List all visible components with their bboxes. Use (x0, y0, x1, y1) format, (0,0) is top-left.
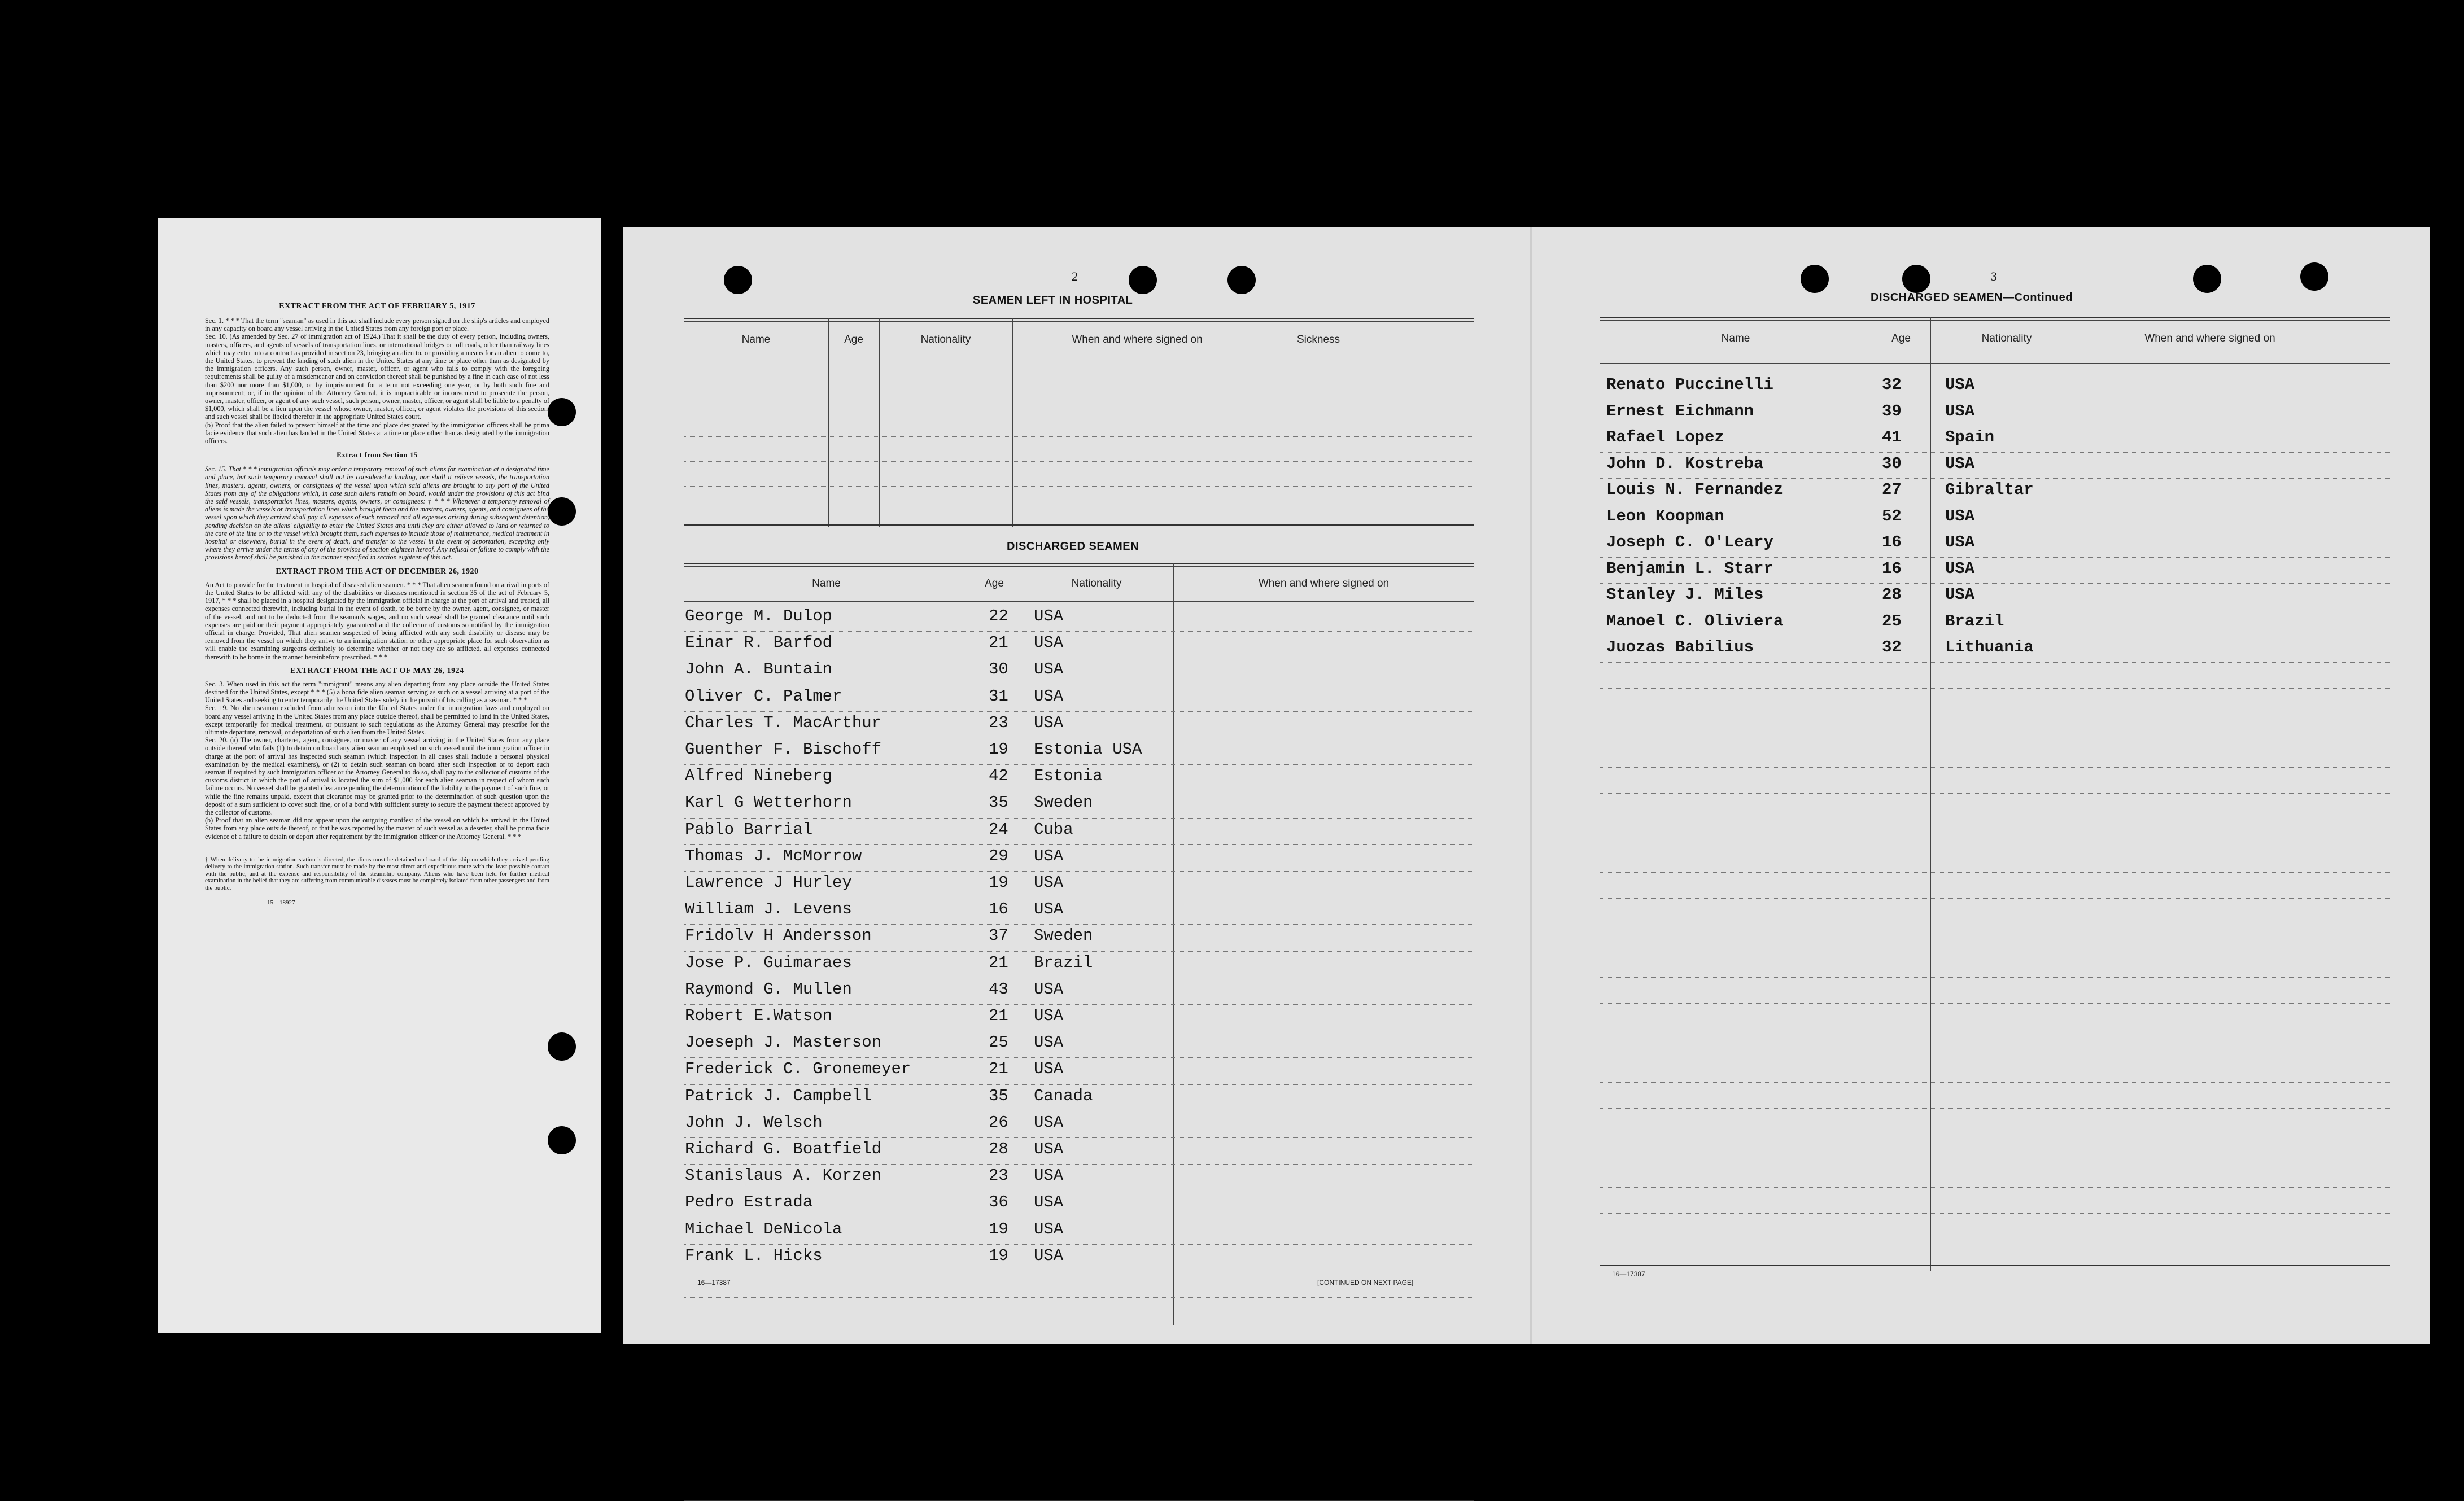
table-row (684, 1246, 1474, 1273)
seaman-age: 16 (1882, 533, 1902, 552)
seaman-age: 35 (989, 793, 1008, 812)
seaman-nationality: USA (1945, 585, 1975, 604)
table-row (684, 1087, 1474, 1113)
seaman-nationality: USA (1034, 1219, 1064, 1239)
seaman-age: 21 (989, 633, 1008, 653)
table-row (1600, 454, 2390, 481)
extract-title-1924: EXTRACT FROM THE ACT OF MAY 26, 1924 (290, 666, 464, 675)
seaman-age: 16 (1882, 559, 1902, 578)
section-3-text: Sec. 3. When used in this act the term "immigrant" means any alien departing from any place outside the United States destined for the United States, except * * * (5) a bona fide alien seaman serving as such on a vessel arriving at a port of the United States and seeking to enter temporarily the United States solely in the pursuit of his calling as a seaman. * * * (205, 680, 549, 704)
seaman-age: 21 (989, 1060, 1008, 1079)
seaman-age: 29 (989, 846, 1008, 865)
seaman-age: 16 (989, 900, 1008, 919)
table-row (1600, 480, 2390, 507)
seaman-nationality: USA (1034, 1113, 1064, 1132)
seaman-name: Pedro Estrada (685, 1193, 813, 1212)
table-row (684, 793, 1474, 820)
seaman-age: 32 (1882, 638, 1902, 657)
table-row (684, 1006, 1474, 1033)
seaman-name: Jose P. Guimaraes (685, 953, 852, 972)
form-code: 16—17387 (697, 1279, 731, 1286)
manifest-form-sheet (623, 227, 2430, 1344)
table-row (684, 1193, 1474, 1219)
table-row (684, 660, 1474, 686)
seaman-nationality: USA (1034, 1193, 1064, 1212)
seaman-nationality: Gibraltar (1945, 480, 2034, 499)
seaman-name: Michael DeNicola (685, 1219, 842, 1239)
seaman-age: 37 (989, 926, 1008, 946)
seaman-name: William J. Levens (685, 900, 852, 919)
seaman-age: 32 (1882, 375, 1902, 394)
seaman-age: 25 (989, 1033, 1008, 1052)
seaman-name: George M. Dulop (685, 607, 833, 625)
discharged-table (684, 563, 1474, 1325)
seaman-nationality: Lithuania (1945, 638, 2034, 657)
discharged-continued-title: DISCHARGED SEAMEN—Continued (1871, 291, 2073, 304)
seaman-age: 19 (989, 1246, 1008, 1265)
table-row (684, 820, 1474, 847)
table-row (684, 900, 1474, 926)
column-header-nationality: Nationality (1981, 332, 2032, 344)
punch-hole (2300, 262, 2328, 291)
seaman-name: Raymond G. Mullen (685, 979, 852, 999)
page-fold (1530, 227, 1532, 1344)
hospital-table (684, 318, 1474, 527)
table-row (1600, 428, 2390, 454)
seaman-nationality: Sweden (1034, 926, 1093, 946)
seaman-nationality: USA (1034, 1140, 1064, 1158)
continued-note: [CONTINUED ON NEXT PAGE] (1317, 1279, 1414, 1286)
seaman-nationality: USA (1034, 1033, 1064, 1052)
column-header-age: Age (844, 334, 863, 345)
section-20a-text: Sec. 20. (a) The owner, charterer, agent, consignee, or master of any vessel arriving in the United States from any place outside thereof who fails (1) to detain on board any alien seaman employed on such vessel until the immigration officer in charge at the port of arrival has inspected such seaman (which inspection in all cases shall include a personal physical examination by the medical examiners), or (2) to detain such seaman on board after such inspection or to deport such seaman if required by such immigration officer or the Attorney General to do so, shall pay to the collector of customs of the customs district in which the port of arrival is located the sum of $1,000 for each alien seaman in respect of whom such failure occurs. No vessel shall be granted clearance pending the determination of the liability to the payment of such fine, or while the fine remains unpaid, except that clearance may be granted prior to the determination of such question upon the deposit of a sum sufficient to cover such fine, or of a bond with sufficient surety to secure the payment thereof approved by the collector of customs. (205, 736, 549, 816)
footnote: † When delivery to the immigration station is directed, the aliens must be detained on board of the ship on which they arrived pending delivery to the immigration station. Such transfer must be made by the most direct and expeditious route with the least possible contact with the public, and at the expense and responsibility of the steamship company. Aliens who have been held for further medical examination in the belief that they are suffering from communicable diseases must be completely isolated from other passengers and from the public. (205, 856, 549, 891)
seaman-age: 27 (1882, 480, 1902, 499)
seaman-age: 43 (989, 979, 1008, 999)
seaman-age: 30 (1882, 454, 1902, 473)
row-rule (1600, 1108, 2390, 1109)
seaman-nationality: USA (1034, 713, 1064, 732)
seaman-name: Frank L. Hicks (685, 1246, 823, 1265)
table-row (1600, 612, 2390, 638)
section-1-text: Sec. 1. * * * That the term "seaman" as used in this act shall include every person signed on the ship's articles and employed in any capacity on board any vessel arriving in the United States from any foreign port or place. (205, 317, 549, 333)
row-rule (1600, 1082, 2390, 1083)
seaman-name: Joseph C. O'Leary (1606, 533, 1773, 552)
table-row (684, 1113, 1474, 1140)
seaman-name: Leon Koopman (1606, 506, 1724, 526)
extract-title-1920: EXTRACT FROM THE ACT OF DECEMBER 26, 1920 (276, 567, 479, 576)
row-rule (1600, 793, 2390, 794)
table-row (684, 607, 1474, 633)
column-header-when-where: When and where signed on (1258, 577, 1390, 589)
seaman-name: Ernest Eichmann (1606, 401, 1754, 421)
punch-hole (724, 266, 752, 294)
seaman-age: 42 (989, 767, 1008, 786)
table-row (684, 740, 1474, 767)
seaman-age: 28 (989, 1140, 1008, 1158)
table-row (684, 687, 1474, 714)
seaman-name: Stanley J. Miles (1606, 585, 1764, 604)
act-1920-text: An Act to provide for the treatment in hospital of diseased alien seamen. * * * That alien seamen found on arrival in ports of the United States to be afflicted with any of the disabilities or diseases mentioned in section 35 of the act of February 5, 1917, * * * shall be placed in a hospital designated by the immigration official in charge at the port of arrival and treated, all expenses connected therewith, including burial in the event of death, to be borne by the owner, agent, consignee, or master of the vessel, and not to be deducted from the seaman's wages, and no such vessel shall be granted clearance until such expenses are paid or their payment appropriately guaranteed and the collector of customs so notified by the immigration official in charge: Provided, That alien seamen suspected of being afflicted with any such disability or disease may be removed from the vessel on which they arrive to an immigration station or other appropriate place for such observation as will enable the examining surgeons definitely to determine whether or not they are so afflicted, all expenses connected therewith to be borne in the manner hereinbefore prescribed. * * * (205, 580, 549, 661)
discharged-section-title: DISCHARGED SEAMEN (1007, 540, 1139, 553)
seaman-name: Rafael Lopez (1606, 428, 1724, 447)
seaman-age: 21 (989, 953, 1008, 972)
seaman-nationality: Estonia (1034, 767, 1103, 786)
seaman-age: 23 (989, 1166, 1008, 1185)
seaman-nationality: Brazil (1945, 611, 2004, 631)
table-row (684, 847, 1474, 873)
extract-sheet (158, 218, 601, 1333)
seaman-nationality: USA (1034, 1246, 1064, 1265)
row-rule (684, 1297, 1474, 1298)
seaman-name: Stanislaus A. Korzen (685, 1166, 882, 1185)
row-rule (1600, 688, 2390, 689)
seaman-age: 30 (989, 660, 1008, 679)
seaman-name: Benjamin L. Starr (1606, 559, 1773, 578)
table-row (684, 633, 1474, 660)
punch-hole (548, 1126, 576, 1154)
seaman-age: 35 (989, 1086, 1008, 1105)
table-row (684, 873, 1474, 900)
page-number: 3 (1991, 269, 1997, 283)
table-row (684, 1033, 1474, 1060)
seaman-age: 28 (1882, 585, 1902, 604)
table-row (684, 926, 1474, 953)
punch-hole (1227, 266, 1256, 294)
table-row (1600, 533, 2390, 559)
table-row (1600, 375, 2390, 402)
table-row (1600, 507, 2390, 533)
column-header-age: Age (985, 577, 1004, 589)
seaman-nationality: Canada (1034, 1086, 1093, 1105)
seaman-nationality: USA (1034, 1166, 1064, 1185)
table-row (684, 1140, 1474, 1166)
row-rule (1600, 1187, 2390, 1188)
row-rule (1600, 1213, 2390, 1214)
seaman-name: Karl G Wetterhorn (685, 793, 852, 812)
seaman-name: Joeseph J. Masterson (685, 1033, 882, 1052)
hospital-section-title: SEAMEN LEFT IN HOSPITAL (973, 294, 1133, 307)
seaman-name: John D. Kostreba (1606, 454, 1764, 473)
punch-hole (1902, 265, 1930, 293)
seaman-name: Frederick C. Gronemeyer (685, 1060, 911, 1079)
row-rule (1600, 977, 2390, 978)
seaman-nationality: USA (1945, 506, 1975, 526)
table-row (684, 1060, 1474, 1086)
seaman-nationality: USA (1945, 559, 1975, 578)
seaman-nationality: Sweden (1034, 793, 1093, 812)
column-header-when-where: When and where signed on (2144, 332, 2275, 344)
seaman-name: John J. Welsch (685, 1113, 823, 1132)
seaman-nationality: USA (1945, 454, 1975, 473)
seaman-age: 39 (1882, 401, 1902, 421)
column-header-nationality: Nationality (1071, 577, 1122, 589)
seaman-age: 19 (989, 740, 1008, 759)
seaman-name: Oliver C. Palmer (685, 686, 842, 706)
column-header-name: Name (1721, 332, 1750, 344)
seaman-name: Charles T. MacArthur (685, 713, 882, 732)
punch-hole (2193, 265, 2221, 293)
form-code: 16—17387 (1612, 1270, 1645, 1278)
section-10-text: Sec. 10. (As amended by Sec. 27 of immigration act of 1924.) That it shall be the duty of every person, including owners, masters, officers, and agents of vessels of transportation lines, or international bridges or toll roads, other than railway lines which may enter into a contract as provided in section 23, bringing an alien to, or providing a means for an alien to come to, the United States, to prevent the landing of such alien in the United States at any time or place other than as designated by the immigration officers. Any such person, owner, master, officer, or agent who fails to comply with the foregoing requirements shall be guilty of a misdemeanor and on conviction thereof shall be punished by a fine in each case of not less than $200 nor more than $1,000, or by imprisonment for a term not exceeding one year, or by both such fine and imprisonment; or, if in the opinion of the Attorney General, it is impracticable or inconvenient to prosecute the person, owner, master, officer, or agent of any such vessel, such person, owner, master, officer, or agent shall be liable to a penalty of $1,000, which shall be a lien upon the vessel whose owner, master, officer, or agent violates the provisions of this section, and such vessel shall be libeled therefor in the appropriate United States court. (205, 332, 549, 421)
seaman-name: Robert E.Watson (685, 1006, 833, 1025)
row-rule (1600, 767, 2390, 768)
seaman-name: Lawrence J Hurley (685, 873, 852, 892)
table-row (1600, 585, 2390, 612)
seaman-name: Pablo Barrial (685, 820, 813, 839)
column-header-name: Name (741, 334, 771, 345)
section-20b-text: (b) Proof that an alien seaman did not appear upon the outgoing manifest of the vessel on which he arrived in the United States from any place outside thereof, or that he was reported by the master of such vessel as a deserter, shall be prima facie evidence of a failure to detain or deport after requirement by the immigration officer or the Attorney General. * * * (205, 816, 549, 841)
seaman-nationality: USA (1034, 846, 1064, 865)
table-row (1600, 559, 2390, 586)
seaman-nationality: Spain (1945, 428, 1995, 447)
seaman-nationality: Estonia USA (1034, 740, 1142, 759)
seaman-name: Manoel C. Oliviera (1606, 611, 1784, 631)
table-row (684, 767, 1474, 793)
table-row (684, 953, 1474, 980)
column-header-nationality: Nationality (920, 334, 971, 345)
seaman-nationality: USA (1034, 660, 1064, 679)
seaman-age: 21 (989, 1006, 1008, 1025)
seaman-name: Guenther F. Bischoff (685, 740, 882, 759)
seaman-name: Fridolv H Andersson (685, 926, 872, 946)
row-rule (1600, 1003, 2390, 1004)
seaman-nationality: USA (1034, 979, 1064, 999)
extract-section-15-title: Extract from Section 15 (337, 450, 418, 460)
seaman-age: 52 (1882, 506, 1902, 526)
seaman-nationality: Cuba (1034, 820, 1073, 839)
table-row (684, 1220, 1474, 1246)
seaman-age: 26 (989, 1113, 1008, 1132)
seaman-age: 36 (989, 1193, 1008, 1212)
seaman-name: Einar R. Barfod (685, 633, 833, 653)
section-10b-text: (b) Proof that the alien failed to present himself at the time and place designated by the immigration officers shall be prima facie evidence that such alien has landed in the United States at a time or place other than as designated by the immigration officers. (205, 421, 549, 445)
extract-title-1917: EXTRACT FROM THE ACT OF FEBRUARY 5, 1917 (279, 302, 475, 310)
column-header-sickness: Sickness (1296, 334, 1340, 345)
seaman-name: Patrick J. Campbell (685, 1086, 872, 1105)
seaman-name: Renato Puccinelli (1606, 375, 1773, 394)
table-row (684, 1166, 1474, 1193)
column-header-when-where: When and where signed on (1072, 334, 1203, 345)
extract-text (205, 302, 549, 912)
punch-hole (1801, 265, 1829, 293)
page-number: 2 (1072, 269, 1078, 283)
seaman-name: Richard G. Boatfield (685, 1140, 882, 1158)
seaman-nationality: USA (1945, 401, 1975, 421)
seaman-nationality: USA (1945, 375, 1975, 394)
seaman-age: 25 (1882, 611, 1902, 631)
punch-hole (548, 497, 576, 526)
seaman-nationality: USA (1034, 686, 1064, 706)
seaman-nationality: Brazil (1034, 953, 1093, 972)
seaman-name: Louis N. Fernandez (1606, 480, 1784, 499)
column-header-age: Age (1891, 332, 1911, 344)
seaman-nationality: USA (1034, 900, 1064, 919)
seaman-nationality: USA (1034, 873, 1064, 892)
seaman-nationality: USA (1034, 633, 1064, 653)
seaman-age: 31 (989, 686, 1008, 706)
seaman-age: 22 (989, 607, 1008, 625)
seaman-name: Juozas Babilius (1606, 638, 1754, 657)
seaman-nationality: USA (1034, 1060, 1064, 1079)
seaman-age: 19 (989, 873, 1008, 892)
table-row (684, 714, 1474, 740)
table-row (1600, 402, 2390, 428)
seaman-nationality: USA (1945, 533, 1975, 552)
seaman-age: 24 (989, 820, 1008, 839)
row-rule (1600, 872, 2390, 873)
seaman-age: 41 (1882, 428, 1902, 447)
section-19-text: Sec. 19. No alien seaman excluded from admission into the United States under the immigration laws and employed on board any vessel arriving in the United States from any place outside thereof, shall be permitted to land in the United States, except temporarily for medical treatment, or pursuant to such regulations as the Attorney General may prescribe for the ultimate departure, removal, or deportation of such alien from the United States. (205, 704, 549, 736)
row-rule (1600, 898, 2390, 899)
punch-hole (548, 1032, 576, 1061)
form-code: 15—18927 (267, 899, 295, 907)
seaman-nationality: USA (1034, 607, 1064, 625)
table-row (1600, 638, 2390, 664)
table-row (684, 980, 1474, 1006)
punch-hole (548, 398, 576, 426)
seaman-age: 19 (989, 1219, 1008, 1239)
seaman-nationality: USA (1034, 1006, 1064, 1025)
seaman-name: Thomas J. McMorrow (685, 846, 862, 865)
discharged-continued-table (1600, 317, 2390, 1271)
seaman-name: John A. Buntain (685, 660, 833, 679)
seaman-name: Alfred Nineberg (685, 767, 833, 786)
section-15-text: Sec. 15. That * * * immigration officials may order a temporary removal of such aliens for examination at a designated time and place, but such temporary removal shall not be considered a landing, nor shall it relieve vessels, the transportation lines, masters, agents, owners, or consignees of the vessel upon which said aliens are brought to any port of the United States from any of the obligations which, in case such aliens remain on board, would under the provisions of this act bind the said vessels, transportation lines, masters, agents, owners, or consignees: † * * * Whenever a temporary removal of aliens is made the vessels or transportation lines which brought them and the masters, owners, agents, and consignees of the vessel upon which they arrived shall pay all expenses of such removal and all expenses arising during subsequent detention, pending decision on the aliens' eligibility to enter the United States and until they are either allowed to land or returned to the care of the line or to the vessel which brought them, such expenses to include those of maintenance, medical treatment in hospital or elsewhere, burial in the event of death, and transfer to the vessel in the event of deportation, excepting only where they arrive under the terms of any of the provisos of section eighteen hereof. Any refusal or failure to comply with the provisions hereof shall be punished in the manner specified in section eighteen of this act. (205, 465, 549, 562)
column-header-name: Name (812, 577, 841, 589)
punch-hole (1129, 266, 1157, 294)
seaman-age: 23 (989, 713, 1008, 732)
